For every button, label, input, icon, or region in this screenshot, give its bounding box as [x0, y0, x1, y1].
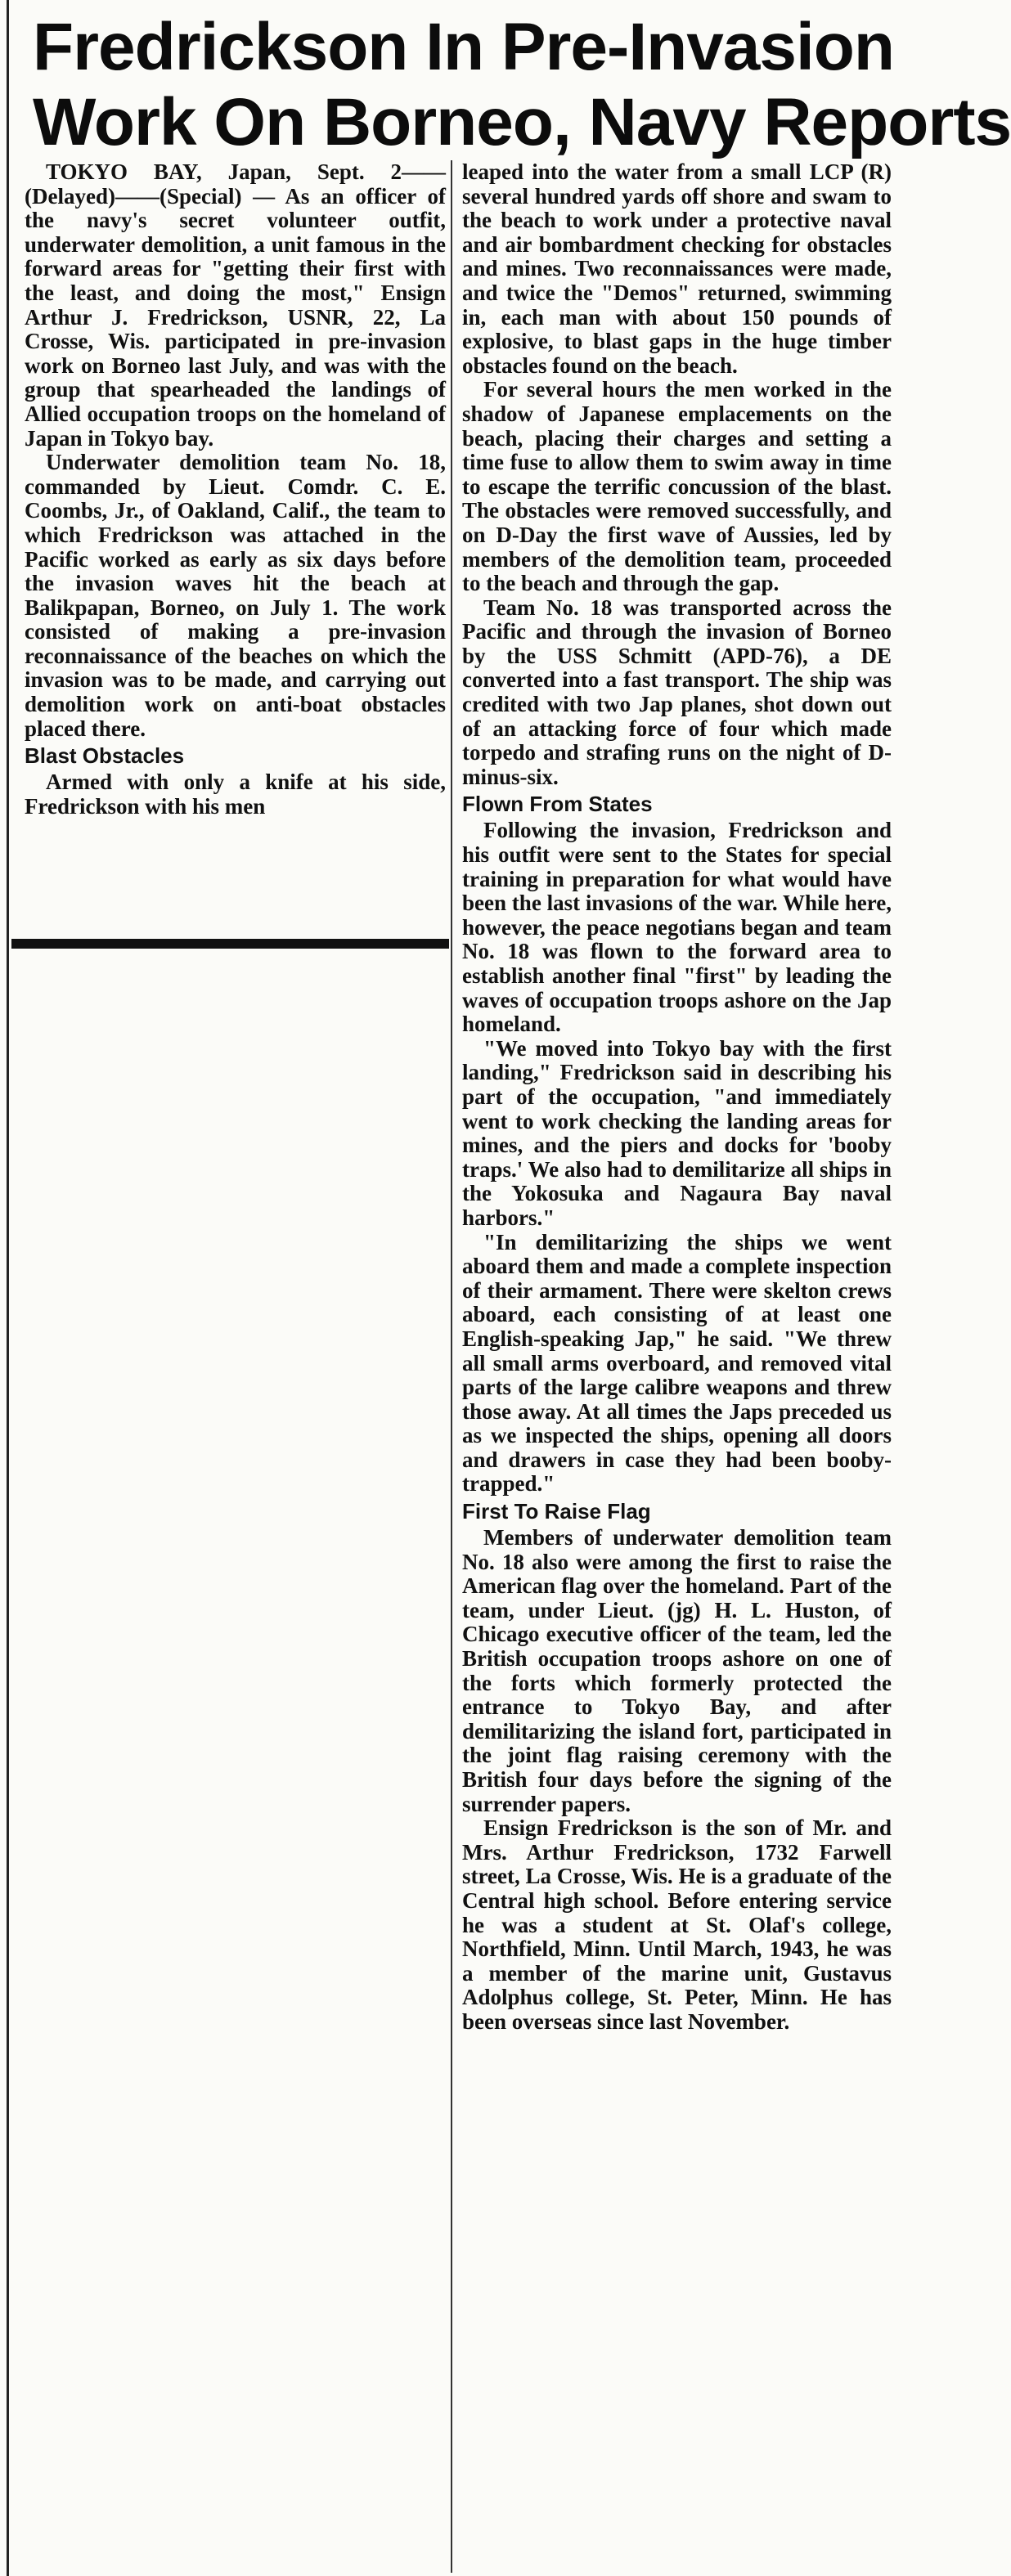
paragraph: "We moved into Tokyo bay with the first landing," Fredrickson said in describing his part of the occupation, "and immediately went to work checking the landing areas for mines, and the piers and docks for 'booby traps.' We also had to demilitarize all ships in the Yokosuka and Nagaura Bay naval harbors."	[462, 1035, 892, 1230]
paragraph: Underwater demolition team No. 18, commanded by Lieut. Comdr. C. E. Coombs, Jr., of Oakland, Calif., the team to which Fredrickson was attached in the Pacific worked as early as six days before the invasion waves hit the beach at Balikpapan, Borneo, on July 1. The work consisted of making a pre-invasion reconnaissance of the beaches on which the invasion was to be made, and carrying out demolition work on anti-boat obstacles placed there.	[25, 450, 446, 741]
column-end-rule	[11, 939, 449, 949]
subheading: First To Raise Flag	[462, 1499, 651, 1524]
headline	[33, 10, 1011, 160]
right-column	[462, 160, 892, 2035]
left-column	[25, 160, 446, 819]
subheading: Blast Obstacles	[25, 743, 185, 769]
paragraph: TOKYO BAY, Japan, Sept. 2——(Delayed)——(Special) — As an officer of the navy's secret volunteer outfit, underwater demolition, a unit famous in the forward areas for "getting their first with the least, and doing the most," Ensign Arthur J. Fredrickson, USNR, 22, La Crosse, Wis. participated in pre-invasion work on Borneo last July, and was with the group that spearheaded the landings of Allied occupation troops on the homeland of Japan in Tokyo bay.	[25, 159, 446, 451]
paragraph: Armed with only a knife at his side, Fredrickson with his men	[25, 770, 446, 819]
paragraph: Team No. 18 was transported across the Pacific and through the invasion of Borneo by the USS Schmitt (APD-76), a DE converted into a fast transport. The ship was credited with two Jap planes, shot down out of an attacking force of four which made torpedo and strafing runs on the night of D-minus-six.	[462, 595, 892, 789]
left-border-rule	[7, 0, 9, 2576]
column-divider	[451, 160, 452, 2573]
paragraph: Ensign Fredrickson is the son of Mr. and Mrs. Arthur Fredrickson, 1732 Farwell street, La Crosse, Wis. He is a graduate of the Central high school. Before entering service he was a student at St. Olaf's college, Northfield, Minn. Until March, 1943, he was a member of the marine unit, Gustavus Adolphus college, St. Peter, Minn. He has been overseas since last November.	[462, 1815, 892, 2034]
paragraph: Members of underwater demolition team No. 18 also were among the first to raise the American flag over the homeland. Part of the team, under Lieut. (jg) H. L. Huston, of Chicago executive officer of the team, led the British occupation troops ashore on one of the forts which formerly protected the entrance to Tokyo Bay, and after demilitarizing the island fort, participated in the joint flag raising ceremony with the British four days before the signing of the surrender papers.	[462, 1525, 892, 1816]
headline-line-1: Fredrickson In Pre-Invasion	[33, 10, 894, 84]
paragraph: "In demilitarizing the ships we went aboard them and made a complete inspection of their armament. There were skelton crews aboard, each consisting of at least one English-speaking Jap," he said. "We threw all small arms overboard, and removed vital parts of the large calibre weapons and threw those away. At all times the Japs preceded us as we inspected the ships, opening all doors and drawers in case they had been booby-trapped."	[462, 1229, 892, 1497]
paragraph: For several hours the men worked in the shadow of Japanese emplacements on the beach, placing their charges and setting a time fuse to allow them to swim away in time to escape the terrific concussion of the blast. The obstacles were removed successfully, and on D-Day the first wave of Aussies, led by members of the demolition team, proceeded to the beach and through the gap.	[462, 377, 892, 596]
headline-line-2: Work On Borneo, Navy Reports	[33, 85, 1011, 159]
paragraph: Following the invasion, Fredrickson and his outfit were sent to the States for special training in preparation for what would have been the last invasions of the war. While here, however, the peace negotians began and team No. 18 was flown to the forward area to establish another final "first" by leading the waves of occupation troops ashore on the Jap homeland.	[462, 818, 892, 1037]
paragraph: leaped into the water from a small LCP (R) several hundred yards off shore and swam to the beach to work under a protective naval and air bombardment checking for obstacles and mines. Two reconnaissances were made, and twice the "Demos" returned, swimming in, each man with about 150 pounds of explosive, to blast gaps in the huge timber obstacles found on the beach.	[462, 159, 892, 378]
subheading: Flown From States	[462, 792, 653, 817]
